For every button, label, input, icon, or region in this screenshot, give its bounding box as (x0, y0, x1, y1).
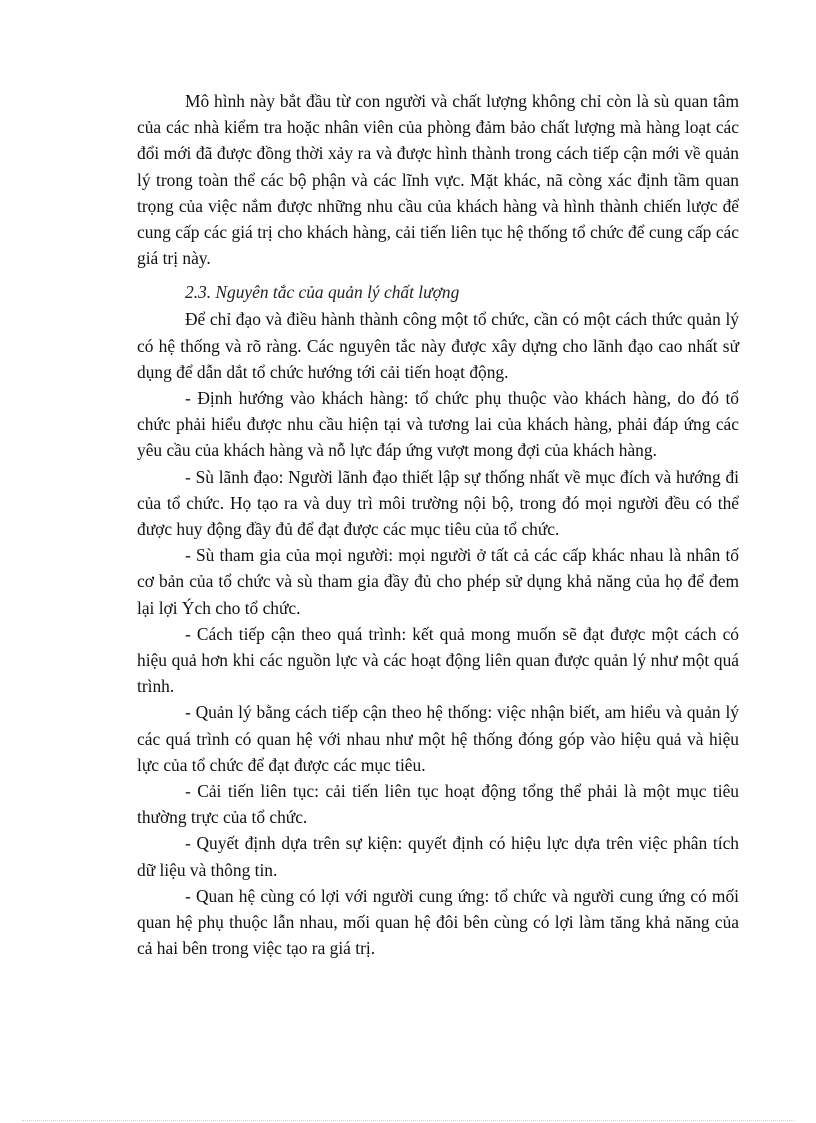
page-bottom-divider (22, 1120, 794, 1121)
section-heading: 2.3. Nguyên tắc của quản lý chất lượng (185, 282, 460, 303)
principle-system-approach: - Quản lý bằng cách tiếp cận theo hệ thống: việc nhận biết, am hiểu và quản lý các quá trình có quan hệ với nhau như một hệ thống đóng góp vào hiệu quả và hiệu lực của tổ chức để đạt được các mục tiêu. (137, 702, 739, 775)
section-intro-paragraph: Để chỉ đạo và điều hành thành công một tổ chức, cần có một cách thức quản lý có hệ thống và rõ ràng. Các nguyên tắc này được xây dựng cho lãnh đạo cao nhất sử dụng để dẫn dắt tổ chức hướng tới cải tiến hoạt động. (137, 309, 739, 382)
intro-paragraph: Mô hình này bắt đầu từ con người và chất lượng không chỉ còn là sù quan tâm của các nhà kiểm tra hoặc nhân viên của phòng đảm bảo chất lượng mà hàng loạt các đổi mới đã được đồng thời xảy ra và được hình thành trong cách tiếp cận mới về quản lý trong toàn thể các bộ phận và các lĩnh vực. Mặt khác, nã còng xác định tầm quan trọng của việc nắm được những nhu cầu của khách hàng và hình thành chiến lược để cung cấp các giá trị cho khách hàng, cải tiến liên tục hệ thống tổ chức để cung cấp các giá trị này. (137, 91, 739, 269)
principle-continual-improvement: - Cải tiến liên tục: cải tiến liên tục hoạt động tổng thể phải là một mục tiêu thường trực của tổ chức. (137, 781, 739, 828)
principle-process-approach: - Cách tiếp cận theo quá trình: kết quả mong muốn sẽ đạt được một cách có hiệu quả hơn khi các nguồn lực và các hoạt động liên quan được quản lý như một quá trình. (137, 623, 739, 697)
principle-factual-decision-making: - Quyết định dựa trên sự kiện: quyết định có hiệu lực dựa trên việc phân tích dữ liệu và thông tin. (137, 833, 739, 880)
document-page (137, 88, 739, 962)
principle-supplier-relationships: - Quan hệ cùng có lợi với người cung ứng: tổ chức và người cung ứng có mối quan hệ phụ thuộc lẫn nhau, mối quan hệ đôi bên cùng có lợi làm tăng khả năng của cả hai bên trong việc tạo ra giá trị. (137, 885, 739, 959)
principle-involvement-of-people: - Sù tham gia của mọi người: mọi người ở tất cả các cấp khác nhau là nhân tố cơ bản của tổ chức và sù tham gia đầy đủ cho phép sử dụng khả năng của họ để đem lại lợi Ých cho tổ chức. (137, 545, 739, 618)
principle-leadership: - Sù lãnh đạo: Người lãnh đạo thiết lập sự thống nhất về mục đích và hướng đi của tổ chức. Họ tạo ra và duy trì môi trường nội bộ, trong đó mọi người đều có thể được huy động đầy đủ để đạt được các mục tiêu của tổ chức. (137, 466, 739, 540)
principle-customer-focus: - Định hướng vào khách hàng: tổ chức phụ thuộc vào khách hàng, do đó tổ chức phải hiểu được nhu cầu hiện tại và tương lai của khách hàng, phải đáp ứng các yêu cầu của khách hàng và nỗ lực đáp ứng vượt mong đợi của khách hàng. (137, 388, 739, 461)
